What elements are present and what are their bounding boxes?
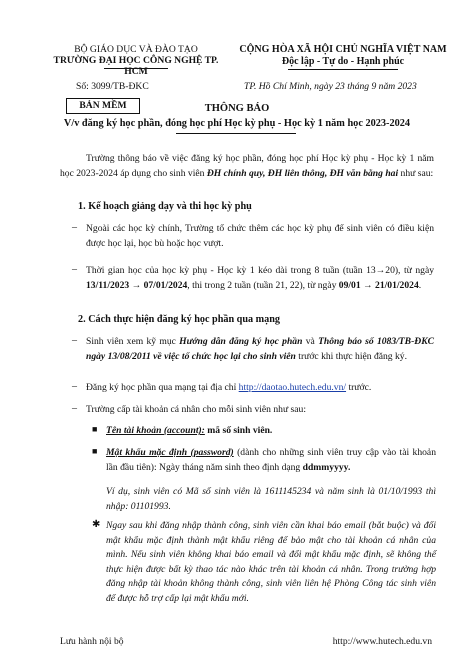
country-name: CỘNG HÒA XÃ HỘI CHỦ NGHĨA VIỆT NAM	[239, 44, 447, 55]
soft-copy-badge: BẢN MỀM	[66, 98, 140, 114]
section1-bullet2	[86, 264, 434, 293]
password-format: ddmmyyyy.	[302, 461, 351, 473]
place-date: TP. Hồ Chí Minh, ngày 23 tháng 9 năm 2023	[244, 81, 417, 92]
star-bullet-icon: ✱	[92, 519, 101, 530]
ministry-header	[46, 44, 226, 77]
notice-reference: Thông báo số 1083/TB-ĐKC ngày 13/08/2011 về việc tổ chức học lại cho sinh viên	[86, 336, 434, 362]
exam-end-date: 21/01/2024	[375, 279, 419, 291]
footer-internal: Lưu hành nội bộ	[60, 636, 124, 647]
default-password-item	[106, 446, 436, 475]
registration-link[interactable]: http://daotao.hutech.edu.vn/	[238, 382, 347, 393]
bullet2-text: , thi trong 2 tuần (tuần 21, 22), từ ngày	[187, 279, 339, 291]
intro-text: Trường thông báo về việc đăng ký học phần, đóng học phí Học kỳ phụ - Học kỳ 1 năm học 2023-2024 áp dụng cho sinh viên	[60, 153, 434, 179]
bullet-text: và	[302, 336, 319, 347]
bullet-dash: –	[72, 381, 77, 392]
country-motto: Độc lập - Tự do - Hạnh phúc	[281, 55, 405, 67]
notice-subject: V/v đăng ký học phần, đóng học phí Học kỳ phụ - Học kỳ 1 năm học 2023-2024	[63, 118, 411, 129]
bullet-text: Đăng ký học phần qua mạng tại địa chỉ	[86, 382, 239, 393]
bullet-text: Sinh viên xem kỹ mục	[86, 336, 180, 347]
bullet2-text: Thời gian học của học kỳ phụ - Học kỳ 1 kéo dài trong 8 tuần (tuần 13	[86, 265, 376, 276]
document-number: Số: 3099/TB-ĐKC	[76, 81, 149, 92]
country-header	[238, 44, 448, 67]
bullet-text: trước khi thực hiện đăng ký.	[295, 350, 407, 362]
square-bullet-icon: ■	[92, 424, 98, 434]
bullet-dash: –	[72, 264, 77, 275]
university-name: TRƯỜNG ĐẠI HỌC CÔNG NGHỆ TP. HCM	[53, 55, 219, 77]
bullet-text: trước.	[346, 382, 372, 393]
section2-bullet3: Trường cấp tài khoản cá nhân cho mỗi sinh viên như sau:	[86, 404, 307, 415]
password-example: Ví dụ, sinh viên có Mã số sinh viên là 1611145234 và năm sinh là 01/10/1993 thì nhập: 01101993.	[106, 486, 436, 512]
end-date: 07/01/2024	[143, 279, 188, 291]
password-label: Mật khẩu mặc định (password)	[106, 447, 234, 458]
account-value: mã số sinh viên.	[204, 425, 273, 436]
exam-start-date: 09/01	[338, 279, 361, 291]
section2-bullet1	[86, 335, 434, 364]
guide-title: Hướng dẫn đăng ký học phần	[179, 336, 303, 347]
section2-bullet2	[86, 381, 434, 396]
ministry-name: BỘ GIÁO DỤC VÀ ĐÀO TẠO	[74, 44, 198, 55]
bullet2-text: 20), từ ngày	[385, 265, 434, 276]
arrow-right-icon: →	[129, 279, 144, 291]
bullet-dash: –	[72, 335, 77, 346]
arrow-right-icon: →	[360, 279, 376, 291]
notice-title: THÔNG BÁO	[204, 103, 270, 114]
section1-bullet1: Ngoài các học kỳ chính, Trường tổ chức thêm các học kỳ phụ để sinh viên có điều kiện được học lại, học bù hoặc học vượt.	[86, 223, 434, 249]
intro-text-end: như sau:	[398, 167, 434, 179]
square-bullet-icon: ■	[92, 446, 98, 456]
bullet-dash: –	[72, 403, 77, 414]
section1-heading: 1. Kế hoạch giảng dạy và thi học kỳ phụ	[78, 201, 252, 212]
password-text: (dành cho những sinh viên truy cập vào tài khoản lần đầu tiên): Ngày tháng năm sinh theo định dạng	[106, 447, 436, 473]
motto-underline	[288, 69, 398, 70]
footer-website: http://www.hutech.edu.vn	[332, 636, 432, 647]
start-date: 13/11/2023	[86, 279, 130, 291]
section2-heading: 2. Cách thực hiện đăng ký học phần qua mạng	[78, 314, 280, 325]
intro-audience: ĐH chính quy, ĐH liên thông, ĐH văn bằng hai	[206, 167, 399, 179]
arrow-right-icon: →	[375, 265, 386, 276]
account-name-item	[106, 424, 436, 439]
ministry-underline	[104, 68, 168, 69]
login-note: Ngay sau khi đăng nhập thành công, sinh viên cần khai báo email (bắt buộc) và đổi mật khẩu mặc định thành mật khẩu riêng để bảo mật cho tài khoản cá nhân của mình. Nếu sinh viên không khai báo email và đổi mật khẩu mặc định, sẽ không thể thực hiện được bất kỳ thao tác nào khác trên tài khoản cá nhân. Trong trường hợp đăng nhập tài khoản không thành công, sinh viên liên hệ Phòng Công tác sinh viên để được hỗ trợ cấp lại mật khẩu mới.	[106, 520, 436, 604]
bullet-dash: –	[72, 222, 77, 233]
account-label: Tên tài khoản (account):	[106, 425, 205, 436]
bullet2-text: .	[418, 279, 422, 291]
intro-paragraph	[60, 152, 434, 181]
subject-underline	[176, 133, 296, 134]
